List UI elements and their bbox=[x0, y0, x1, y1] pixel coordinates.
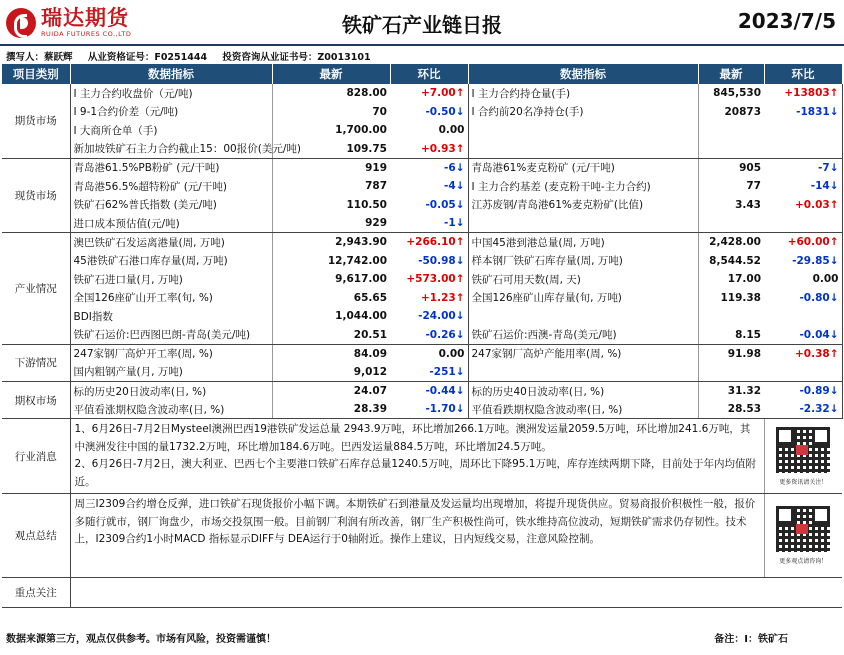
change-value: -0.05↓ bbox=[390, 196, 468, 215]
table-row bbox=[2, 233, 842, 252]
indicator-name: 平值看跌期权隐含波动率(日, %) bbox=[468, 400, 698, 419]
latest-value: 20.51 bbox=[272, 326, 390, 345]
latest-value: 65.65 bbox=[353, 291, 387, 304]
change-value: -1.70↓ bbox=[390, 400, 468, 419]
table-row bbox=[2, 177, 842, 196]
news-category: 行业消息 bbox=[2, 419, 70, 494]
advisory-number: 投资咨询从业证书号：Z0013101 bbox=[222, 52, 371, 63]
change-value: -0.26↓ bbox=[390, 326, 468, 345]
logo-name-en: RUIDA FUTURES CO.,LTD bbox=[41, 30, 132, 38]
table-row bbox=[2, 214, 842, 233]
data-table bbox=[2, 64, 843, 608]
view-text: 周三I2309合约增仓反弹，进口铁矿石现货报价小幅下调。本期铁矿石到港量及发运量均出现增加，将提升现货供应。贸易商报价积极性一般，报价多随行就市，钢厂询盘少，市场交投氛围一般。目前钢厂利润有所改善，钢厂生产积极性尚可，铁水维持高位波动，短期铁矿需求仍存韧性。技术上，I2309合约1小时MACD 指标显示DIFF与 DEA运行于0轴附近。操作上建议，日内短线交易，注意风险控制。 bbox=[70, 494, 764, 578]
indicator-name: I 主力合约基差 (麦克粉干吨-主力合约) bbox=[468, 177, 698, 196]
latest-value bbox=[698, 363, 764, 382]
indicator-name: 青岛港61.5%PB粉矿 (元/干吨) bbox=[70, 158, 272, 177]
change-value: -6↓ bbox=[390, 158, 468, 177]
latest-value: 20873 bbox=[724, 105, 761, 118]
indicator-name: 样本钢厂铁矿石库存量(周, 万吨) bbox=[468, 251, 698, 270]
latest-value: 84.09 bbox=[353, 347, 387, 360]
change-value: -50.98↓ bbox=[390, 251, 468, 270]
latest-value: 828.00 bbox=[346, 87, 387, 100]
indicator-name: I 主力合约收盘价（元/吨) bbox=[70, 84, 272, 103]
indicator-name: 中国45港到港总量(周, 万吨) bbox=[468, 233, 698, 252]
change-value: -1831↓ bbox=[764, 103, 842, 122]
change-value: -4↓ bbox=[390, 177, 468, 196]
latest-value: 8,544.52 bbox=[709, 254, 761, 267]
table-row bbox=[2, 251, 842, 270]
table-row bbox=[2, 270, 842, 289]
change-value: -14↓ bbox=[764, 177, 842, 196]
latest-value: 845,530 bbox=[713, 87, 761, 100]
header-indicator-right: 数据指标 bbox=[468, 64, 698, 84]
latest-value: 91.98 bbox=[727, 347, 761, 360]
header-change-right: 环比 bbox=[764, 64, 842, 84]
change-value: +573.00↑ bbox=[390, 270, 468, 289]
table-row bbox=[2, 400, 842, 419]
view-row bbox=[2, 494, 842, 578]
latest-value: 109.75 bbox=[272, 140, 390, 159]
qr-code-icon bbox=[776, 427, 830, 473]
change-value bbox=[764, 307, 842, 326]
indicator-name: I 大商所仓单（手) bbox=[70, 121, 272, 140]
change-value bbox=[764, 214, 842, 233]
change-value: -0.44↓ bbox=[390, 382, 468, 401]
change-value: -29.85↓ bbox=[764, 251, 842, 270]
change-value: -0.89↓ bbox=[764, 382, 842, 401]
latest-value bbox=[698, 121, 764, 140]
report-header bbox=[0, 0, 844, 44]
change-value: -2.32↓ bbox=[764, 400, 842, 419]
category-cell: 现货市场 bbox=[2, 158, 70, 232]
header-category: 项目类别 bbox=[2, 64, 70, 84]
license-number: 从业资格证号：F0251444 bbox=[87, 52, 208, 63]
latest-value: 110.50 bbox=[346, 198, 387, 211]
indicator-name: 江苏废钢/青岛港61%麦克粉矿(比值) bbox=[468, 196, 698, 215]
change-value bbox=[764, 140, 842, 159]
qr-caption: 更多观点请咨询！ bbox=[779, 558, 828, 566]
latest-value bbox=[698, 307, 764, 326]
indicator-name: BDI指数 bbox=[70, 307, 272, 326]
logo-name-cn: 瑞达期货 bbox=[41, 6, 129, 30]
focus-category: 重点关注 bbox=[2, 578, 70, 608]
indicator-name: 进口成本预估值(元/吨) bbox=[70, 214, 272, 233]
header-change-left: 环比 bbox=[390, 64, 468, 84]
change-value: 0.00 bbox=[390, 344, 468, 363]
latest-value: 3.43 bbox=[735, 198, 761, 211]
indicator-name: I 9-1合约价差（元/吨) bbox=[70, 103, 272, 122]
change-value bbox=[764, 121, 842, 140]
indicator-name: 澳巴铁矿石发运离港量(周, 万吨) bbox=[70, 233, 272, 252]
table-header-row bbox=[2, 64, 842, 84]
table-row bbox=[2, 158, 842, 177]
indicator-name: 247家钢厂高炉开工率(周, %) bbox=[70, 344, 272, 363]
view-qr bbox=[764, 494, 842, 578]
latest-value: 70 bbox=[372, 105, 387, 118]
change-value: +0.03↑ bbox=[764, 196, 842, 215]
change-value: -7↓ bbox=[764, 158, 842, 177]
table-row bbox=[2, 140, 842, 159]
focus-text bbox=[70, 578, 842, 608]
change-value: -0.04↓ bbox=[764, 326, 842, 345]
report-title: 铁矿石产业链日报 bbox=[342, 13, 502, 37]
latest-value: 119.38 bbox=[720, 291, 761, 304]
table-row bbox=[2, 326, 842, 345]
latest-value: 2,943.90 bbox=[335, 236, 387, 249]
report-footer bbox=[6, 630, 838, 645]
change-value: 0.00 bbox=[764, 270, 842, 289]
footnote: 备注：I：铁矿石 bbox=[714, 634, 788, 645]
header-latest-right: 最新 bbox=[698, 64, 764, 84]
change-value: +0.93↑ bbox=[390, 140, 468, 159]
table-row bbox=[2, 103, 842, 122]
latest-value: 787 bbox=[365, 180, 387, 193]
table-row bbox=[2, 84, 842, 103]
latest-value: 8.15 bbox=[698, 326, 764, 345]
table-row bbox=[2, 121, 842, 140]
indicator-name: 45港铁矿石港口库存量(周, 万吨) bbox=[70, 251, 272, 270]
header-indicator-left: 数据指标 bbox=[70, 64, 272, 84]
latest-value: 17.00 bbox=[727, 273, 761, 286]
indicator-name bbox=[468, 121, 698, 140]
table-row bbox=[2, 363, 842, 382]
header-latest-left: 最新 bbox=[272, 64, 390, 84]
change-value: -251↓ bbox=[390, 363, 468, 382]
indicator-name: 青岛港56.5%超特粉矿 (元/干吨) bbox=[70, 177, 272, 196]
latest-value: 28.39 bbox=[272, 400, 390, 419]
latest-value: 1,700.00 bbox=[335, 124, 387, 137]
latest-value: 9,617.00 bbox=[335, 273, 387, 286]
author-credits bbox=[6, 49, 383, 63]
disclaimer: 数据来源第三方，观点仅供参考。市场有风险，投资需谨慎！ bbox=[6, 634, 276, 645]
indicator-name: 铁矿石运价:西澳-青岛(美元/吨) bbox=[468, 326, 698, 345]
table-row bbox=[2, 382, 842, 401]
indicator-name: 标的历史20日波动率(日, %) bbox=[70, 382, 272, 401]
indicator-name bbox=[468, 214, 698, 233]
latest-value: 77 bbox=[746, 180, 761, 193]
report-date: 2023/7/5 bbox=[737, 9, 836, 33]
change-value bbox=[764, 363, 842, 382]
indicator-name: 青岛港61%麦克粉矿 (元/干吨) bbox=[468, 158, 698, 177]
category-cell: 期货市场 bbox=[2, 84, 70, 158]
category-cell: 产业情况 bbox=[2, 233, 70, 345]
qr-caption: 更多资讯请关注！ bbox=[779, 478, 828, 486]
change-value: +7.00↑ bbox=[390, 84, 468, 103]
indicator-name: I 主力合约持仓量(手) bbox=[468, 84, 698, 103]
table-row bbox=[2, 196, 842, 215]
change-value: +266.10↑ bbox=[390, 233, 468, 252]
latest-value: 24.07 bbox=[353, 385, 387, 398]
latest-value: 31.32 bbox=[727, 385, 761, 398]
news-text: 1、6月26日-7月2日Mysteel澳洲巴西19港铁矿发运总量 2943.9万吨，环比增加266.1万吨。澳洲发运量2059.5万吨，环比增加241.6万吨，其中澳洲发往中国的量1732.2万吨，环比增加184.6万吨。巴西发运量884.5万吨，环比增加24.5万吨。 2、6月26日-7月2日，澳大利亚、巴西七个主要港口铁矿石库存总量1240.5万吨，周环比下降95.1万吨，库存连续两期下降，目前处于年内均值附近。 bbox=[70, 419, 764, 494]
latest-value: 905 bbox=[739, 161, 761, 174]
latest-value: 9,012 bbox=[272, 363, 390, 382]
change-value: -0.50↓ bbox=[390, 103, 468, 122]
indicator-name: 标的历史40日波动率(日, %) bbox=[468, 382, 698, 401]
change-value: -1↓ bbox=[390, 214, 468, 233]
indicator-name: 铁矿石可用天数(周, 天) bbox=[468, 270, 698, 289]
latest-value: 929 bbox=[272, 214, 390, 233]
indicator-name: 铁矿石运价:巴西图巴朗-青岛(美元/吨) bbox=[70, 326, 272, 345]
change-value: +0.38↑ bbox=[764, 344, 842, 363]
latest-value: 919 bbox=[365, 161, 387, 174]
change-value: +13803↑ bbox=[764, 84, 842, 103]
news-row bbox=[2, 419, 842, 494]
indicator-name: 铁矿石进口量(月, 万吨) bbox=[70, 270, 272, 289]
header-divider bbox=[0, 44, 844, 46]
latest-value: 12,742.00 bbox=[327, 254, 387, 267]
category-cell: 下游情况 bbox=[2, 344, 70, 381]
focus-row bbox=[2, 578, 842, 608]
qr-code-icon bbox=[776, 506, 830, 552]
view-category: 观点总结 bbox=[2, 494, 70, 578]
latest-value bbox=[698, 140, 764, 159]
indicator-name: 铁矿石62%普氏指数 (美元/吨) bbox=[70, 196, 272, 215]
indicator-name: 平值看涨期权隐含波动率(日, %) bbox=[70, 400, 272, 419]
indicator-name bbox=[468, 140, 698, 159]
table-row bbox=[2, 307, 842, 326]
indicator-name: I 合约前20名净持仓(手) bbox=[468, 103, 698, 122]
table-row bbox=[2, 289, 842, 308]
latest-value bbox=[698, 214, 764, 233]
table-row bbox=[2, 344, 842, 363]
indicator-name bbox=[468, 363, 698, 382]
indicator-name: 国内粗钢产量(月, 万吨) bbox=[70, 363, 272, 382]
latest-value: 2,428.00 bbox=[709, 236, 761, 249]
indicator-name: 新加坡铁矿石主力合约截止15：00报价(美元/吨) bbox=[70, 140, 272, 159]
category-cell: 期权市场 bbox=[2, 382, 70, 419]
indicator-name: 全国126座矿山库存量(旬, 万吨) bbox=[468, 289, 698, 308]
writer: 撰写人：蔡跃辉 bbox=[6, 52, 73, 63]
change-value: +60.00↑ bbox=[764, 233, 842, 252]
indicator-name: 247家钢厂高炉产能用率(周, %) bbox=[468, 344, 698, 363]
news-qr bbox=[764, 419, 842, 494]
indicator-name bbox=[468, 307, 698, 326]
change-value: 0.00 bbox=[390, 121, 468, 140]
latest-value: 28.53 bbox=[698, 400, 764, 419]
change-value: -0.80↓ bbox=[764, 289, 842, 308]
change-value: +1.23↑ bbox=[390, 289, 468, 308]
indicator-name: 全国126座矿山开工率(旬, %) bbox=[70, 289, 272, 308]
change-value: -24.00↓ bbox=[390, 307, 468, 326]
latest-value: 1,044.00 bbox=[335, 310, 387, 323]
